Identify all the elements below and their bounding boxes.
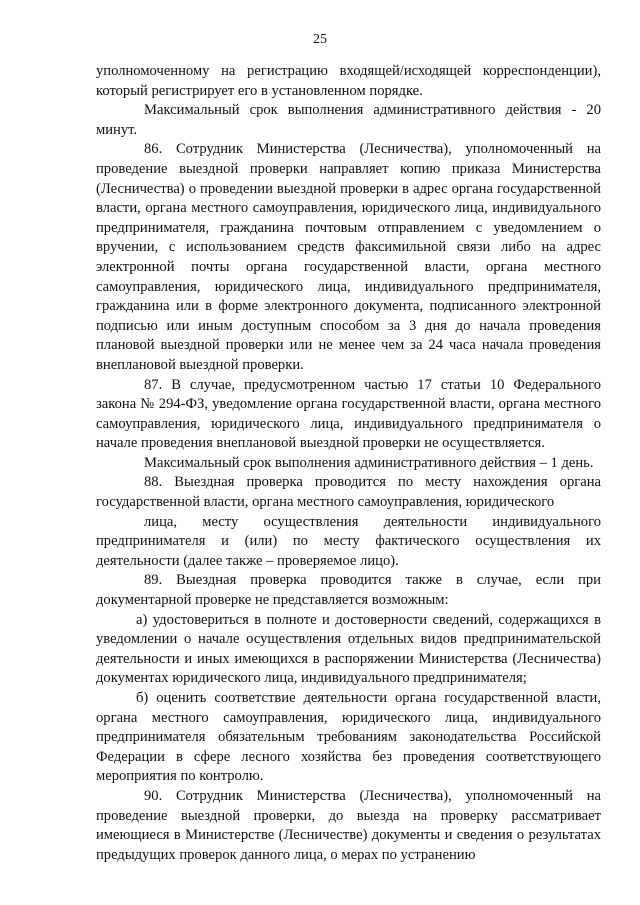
paragraph-89-item-b: б) оценить соответствие деятельности органа государственной власти, органа местного самоуправления, юридического лица, индивидуального предпринимателя обязательным требованиям законодательства Российской Федерации в сфере лесного хозяйства без проведения соответствующего мероприятия по контролю. [96,690,601,785]
paragraph-max-time-1-day: Максимальный срок выполнения административного действия – 1 день. [144,454,594,471]
paragraph-max-time-20-min: Максимальный срок выполнения административного действия - 20 минут. [96,102,601,138]
paragraph-continuation: уполномоченному на регистрацию входящей/исходящей корреспонденции), который регистрирует его в установленном порядке. [96,63,601,99]
paragraph-89: 89. Выездная проверка проводится также в случае, если при документарной проверке не представляется возможным: [96,572,601,609]
paragraph-87: 87. В случае, предусмотренном частью 17 статьи 10 Федерального закона № 294-ФЗ, уведомление органа государственной власти, органа местного самоуправления, юридического лица, индивидуального предпринимателя о начале проведения внеплановой выездной проверки не осуществляется. [96,376,601,452]
paragraph-90: 90. Сотрудник Министерства (Лесничества), уполномоченный на проведение выездной проверки, до выезда на проверку рассматривает имеющиеся в Министерстве (Лесничестве) документы и сведения о результатах предыдущих проверок данного лица, о мерах по устранению [96,787,601,863]
paragraph-86: 86. Сотрудник Министерства (Лесничества), уполномоченный на проведение выездной проверки направляет копию приказа Министерства (Лесничества) о проведении выездной проверки в адрес органа государственной власти, органа местного самоуправления, юридического лица, индивидуального предпринимателя, гражданина почтовым отправлением с уведомлением о вручении, с использованием средств факсимильной связи либо на адрес электронной почты органа государственной власти, органа местного самоуправления, юридического лица, индивидуального предпринимателя, гражданина или в форме электронного документа, подписанного электронной подписью или иным доступным способом за 3 дня до начала проведения плановой выездной проверки или не менее чем за 24 часа начала проведения внеплановой выездной проверки. [96,141,601,373]
paragraph-89-item-a: а) удостовериться в полноте и достоверности сведений, содержащихся в уведомлении о начале осуществления отдельных видов предпринимательской деятельности и иных имеющихся в распоряжении Министерства (Лесничества) документах юридического лица, индивидуального предпринимателя; [96,611,601,687]
paragraph-88-continuation: лица, месту осуществления деятельности индивидуального предпринимателя и (или) по месту фактического осуществления их деятельности (далее также – проверяемое лицо). [96,513,601,569]
paragraph-88: 88. Выездная проверка проводится по месту нахождения органа государственной власти, органа местного самоуправления, юридического [96,474,601,511]
document-body [96,62,601,865]
page-number: 25 [313,32,327,47]
